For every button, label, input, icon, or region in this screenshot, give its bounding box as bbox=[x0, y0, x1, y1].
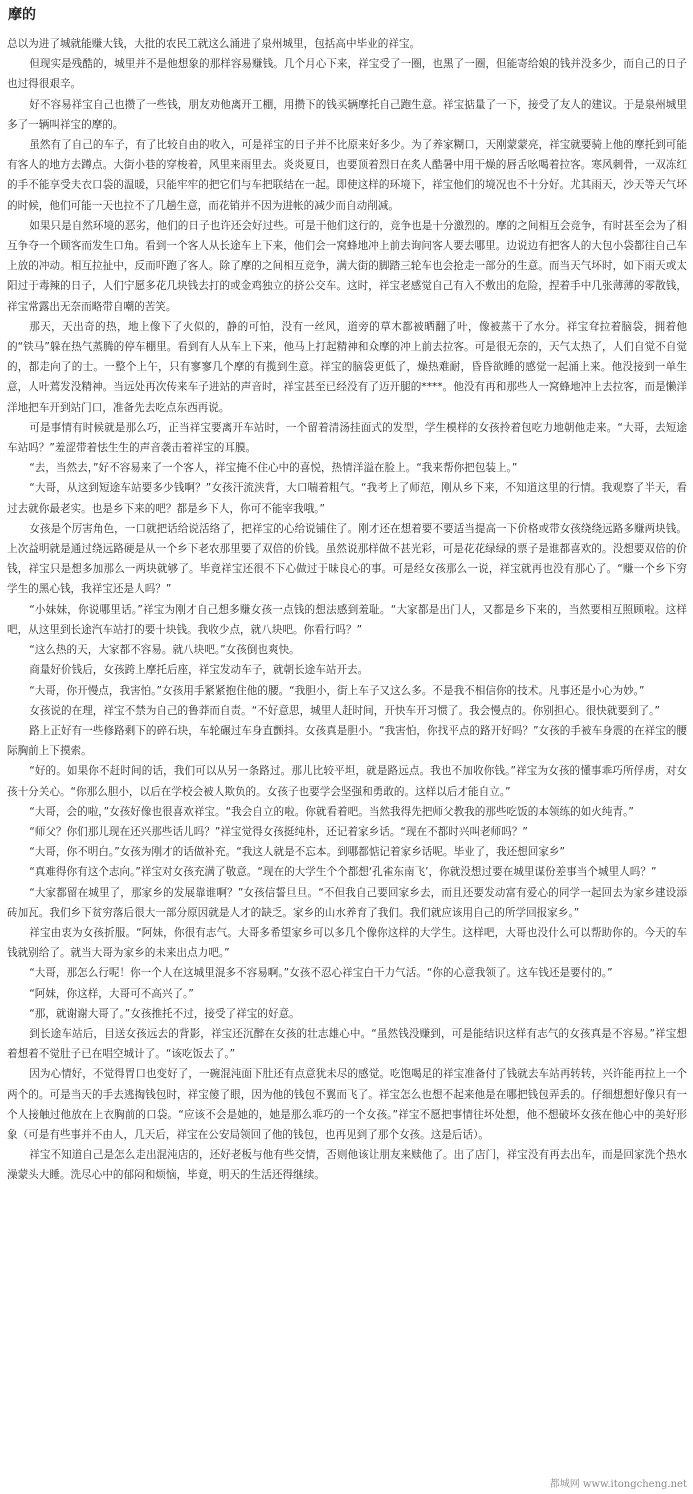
paragraph: “这么热的天，大家都不容易。就八块吧。”女孩倒也爽快。 bbox=[29, 644, 300, 657]
article-body bbox=[7, 34, 687, 1186]
paragraph: 商量好价钱后，女孩跨上摩托后座，祥宝发动车子，就朝长途车站开去。 bbox=[29, 664, 369, 677]
paragraph: 如果只是自然环境的恶劣，他们的日子也许还会好过些。可是干他们这行的，竞争也是十分激烈的。摩的之间相互会竞争，有时甚至会为了相互争夺一个顾客而发生口角。看到一个客人从长途车上下来，他们会一窝蜂地冲上前去询问客人要去哪里。边说边有把客人的大包小袋都往自己车上放的冲动。相互拉扯中，反而吓跑了客人。除了摩的之间相互竞争，满大街的脚踏三轮车也会抢走一部分的生意。而当天气坏时，如下雨天或太阳过于毒辣的日子，人们宁愿多花几块钱去打的或金鸡独立的挤公交车。这时，祥宝老感觉自己有入不敷出的危险，捏着手中几张薄薄的零散钱，祥宝常露出无奈而略带自嘲的苦笑。 bbox=[7, 219, 687, 313]
paragraph: “大哥，你开慢点，我害怕。”女孩用手紧紧抱住他的腰。“我胆小，街上车子又这么多。不是我不相信你的技术。凡事还是小心为妙。” bbox=[29, 684, 645, 697]
paragraph: 祥宝不知道自己是怎么走出混沌店的，还好老板与他有些交情，否则他该让朋友来赎他了。出了店门，祥宝没有再去出车，而是回家洗个热水澡蒙头大睡。洗尽心中的郁闷和烦恼，毕竟，明天的生活还得继续。 bbox=[7, 1149, 687, 1182]
paragraph: 总以为进了城就能赚大钱，大批的农民工就这么涌进了泉州城里，包括高中毕业的祥宝。 bbox=[7, 38, 421, 50]
paragraph: “大家都留在城里了，那家乡的发展靠谁啊？”女孩信誓旦旦。“不但我自己要回家乡去，而且还要发动富有爱心的同学一起回去为家乡建设添砖加瓦。我们乡下贫穷落后很大一部分原因就是人才的缺乏。家乡的山水养育了我们。我们就应该用自己的所学回报家乡。” bbox=[7, 886, 687, 919]
paragraph: “师父？你们那儿现在还兴那些话儿吗？”祥宝觉得女孩挺纯朴，还记着家乡话。“现在不都时兴叫老师吗？” bbox=[29, 825, 528, 838]
paragraph: 因为心情好，不觉得胃口也变好了，一碗混沌面下肚还有点意犹未尽的感觉。吃饱喝足的祥宝准备付了钱就去车站再转转，兴许能再拉上一个两个的。可是当天的手去逃掏钱包时，祥宝傻了眼，因为他的钱包不翼而飞了。祥宝怎么也想不起来他是在哪把钱包弄丢的。仔细想想好像只有一个人接触过他放在上衣胸前的口袋。“应该不会是她的，她是那么乖巧的一个女孩。”祥宝不愿把事情往坏处想，他不想破坏女孩在他心中的美好形象（可是有些事并不由人，几天后，祥宝在公安局领回了他的钱包，也再见到了那个女孩。这是后话）。 bbox=[7, 1068, 687, 1141]
paragraph: “那，就谢谢大哥了。”女孩推托不过，接受了祥宝的好意。 bbox=[29, 1007, 300, 1020]
paragraph: 可是事情有时候就是那么巧，正当祥宝要离开车站时，一个留着清汤挂面式的发型，学生模样的女孩拎着包吃力地朝他走来。“大哥，去短途车站吗？”羞涩带着怯生生的声音袭击着祥宝的耳膜。 bbox=[7, 421, 687, 455]
paragraph: “阿妹，你这样，大哥可不高兴了。” bbox=[29, 987, 194, 1000]
paragraph: “好的。如果你不赶时间的话，我们可以从另一条路过。那儿比较平坦，就是路远点。我也不加收你钱。”祥宝为女孩的懂事乖巧所俘虏，对女孩十分关心。“你那么胆小，以后在学校会被人欺负的。女孩子也要学会坚强和勇敢的。这样以后才能自立。” bbox=[7, 765, 687, 798]
paragraph: “真难得你有这个志向。”祥宝对女孩充满了敬意。“现在的大学生个个都想‘孔雀东南飞’，你就没想过要在城里谋份差事当个城里人吗？” bbox=[29, 866, 657, 879]
paragraph: 好不容易祥宝自己也攒了一些钱，朋友劝他离开工棚，用攒下的钱买辆摩托自己跑生意。祥宝掂量了一下，接受了友人的建议。于是泉州城里多了一辆叫祥宝的摩的。 bbox=[7, 98, 687, 131]
paragraph: “大哥，从这到短途车站要多少钱啊？”女孩汗流浃背，大口喘着粗气。“我考上了师范，刚从乡下来，不知道这里的行情。我观察了半天，看过去就你最老实。也是乡下来的吧？都是乡下人，你可不能宰我哦。” bbox=[7, 482, 687, 515]
paragraph: “去，当然去，”好不容易来了一个客人，祥宝掩不住心中的喜悦，热情洋溢在脸上。“我来帮你把包装上。” bbox=[29, 462, 518, 475]
paragraph: “小妹妹，你说哪里话。”祥宝为刚才自己想多赚女孩一点钱的想法感到羞耻。“大家都是出门人，又都是乡下来的，当然要相互照顾啦。这样吧，从这里到长途汽车站打的要十块钱。我收少点，就八块吧。你看行吗？” bbox=[7, 603, 687, 636]
paragraph: “大哥，那怎么行呢！你一个人在这城里混多不容易啊。”女孩不忍心祥宝白干力气活。“你的心意我领了。这车钱还是要付的。” bbox=[29, 967, 613, 980]
paragraph: 女孩说的在理，祥宝不禁为自己的鲁莽而自责。“不好意思，城里人赶时间，开快车开习惯了。我会慢点的。你别担心。很快就要到了。” bbox=[29, 704, 660, 717]
paragraph: 但现实是残酷的，城里并不是他想象的那样容易赚钱。几个月心下来，祥宝受了一圈，也黑了一圈，但能寄给娘的钱并没多少，而自己的日子也过得很艰辛。 bbox=[7, 58, 687, 91]
paragraph: 祥宝由衷为女孩折服。“阿妹，你很有志气。大哥多希望家乡可以多几个像你这样的大学生。这样吧，大哥也没什么可以帮助你的。今天的车钱就别给了。就当大哥为家乡的未来出点力吧。” bbox=[7, 926, 687, 960]
paragraph: “大哥，你不明白。”女孩为刚才的话做补充。“我这人就是不忘本。到哪都惦记着家乡话呢。毕业了，我还想回家乡” bbox=[29, 846, 565, 859]
paragraph: 到长途车站后，目送女孩远去的背影，祥宝还沉醉在女孩的壮志雄心中。“虽然钱没赚到，可是能结识这样有志气的女孩真是不容易。”祥宝想着想着不觉肚子已在唱空城计了。“该吃饭去了。” bbox=[7, 1027, 687, 1061]
paragraph: 那天，天出奇的热，地上像下了火似的，静的可怕，没有一丝风，道旁的草木都被晒翻了叶，像被蒸干了水分。祥宝耷拉着脑袋，拥着他的“铁马”躲在热气蒸腾的停车棚里。看到有人从车上下来，他马上打起精神和众摩的冲上前去拉客。可是很无奈的，天气太热了，人们自觉不自觉的，都走向了的士。一整个上午，只有寥寥几个摩的有揽到生意。祥宝的脑袋更低了，燥热难耐，昏昏欲睡的感觉一起涌上来。他没接到一单生意，人叶蔫发没精神。当远处再次传来车子进站的声音时，祥宝甚至已经没有了迈开腿的****。他没有再和那些人一窝蜂地冲上去拉客，而是懒洋洋地把车开到站门口，准备先去吃点东西再说。 bbox=[7, 320, 687, 414]
paragraph: 女孩是个厉害角色，一口就把话给说活络了，把祥宝的心给说铺住了。刚才还在想着要不要适当提高一下价格或带女孩绕绕远路多赚两块钱。上次益明就是通过绕远路硬是从一个乡下老农那里要了双倍的价钱。虽然说那样做不甚光彩，可是花花绿绿的票子是谁都喜欢的。没想要双倍的价钱，祥宝只是想多加那么一两块就够了。毕竟祥宝还很不下心做过于昧良心的事。可是经女孩那么一说，祥宝就再也没有那心了。“赚一个乡下穷学生的黑心钱，我祥宝还是人吗？” bbox=[7, 522, 687, 596]
paragraph: 虽然有了自己的车子，有了比较自由的收入，可是祥宝的日子并不比原来好多少。为了养家糊口，天刚蒙蒙亮，祥宝就要骑上他的摩托到可能有客人的地方去蹲点。大街小巷的穿梭着，风里来雨里去。炎炎夏日，也要顶着烈日在炙人酷暑中用干燥的唇舌吆喝着拉客。寒风刺骨，一双冻红的手不能享受夫衣口袋的温暖，只能牢牢的把它们与车把联结在一起。即使这样的环境下，祥宝他们的境况也不十分好。尤其雨天，沙天等天气坏的时候，他们可能一天也拉不了几趟生意，而花销并不因为进帐的减少而自动削减。 bbox=[7, 139, 687, 212]
article-title: 摩的 bbox=[8, 7, 36, 23]
site-watermark: 都城网 www.itongcheng.net bbox=[549, 1479, 687, 1490]
paragraph: 路上正好有一些修路剩下的碎石块，车轮碾过车身直颤抖。女孩真是胆小。“我害怕，你找平点的路开好吗？”女孩的手被车身震的在祥宝的腰际胸前上下摸索。 bbox=[7, 724, 687, 758]
paragraph: “大哥，会的啦，”女孩好像也很喜欢祥宝。“我会自立的啦。你就看着吧。当然我得先把师父教我的那些吃饭的本领练的如火纯青。” bbox=[29, 805, 634, 818]
